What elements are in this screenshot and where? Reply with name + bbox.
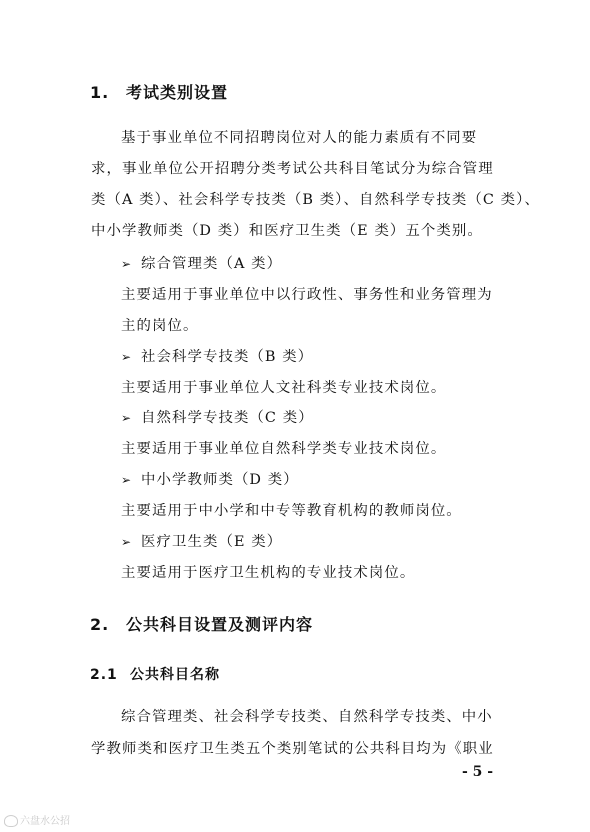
- weibo-logo-icon: [4, 815, 18, 827]
- watermark-text: 六盘水公招: [20, 816, 70, 827]
- category-item: [121, 530, 282, 551]
- page-number: - 5 -: [462, 764, 494, 780]
- paragraph-line: 学教师类和医疗卫生类五个类别笔试的公共科目均为《职业: [91, 741, 494, 757]
- subsection-title: 公共科目名称: [130, 667, 220, 683]
- category-name: 自然科学专技类（C 类）: [141, 410, 314, 426]
- category-name: 中小学教师类（D 类）: [141, 472, 299, 488]
- subsection-2-1-heading: [90, 664, 220, 684]
- section-2-heading: [90, 612, 313, 635]
- paragraph-line: 综合管理类、社会科学专技类、自然科学专技类、中小: [121, 709, 493, 725]
- paragraph-line: 类（A 类）、社会科学专技类（B 类）、自然科学专技类（C 类）、: [91, 192, 540, 208]
- category-description: 主要适用于事业单位人文社科类专业技术岗位。: [121, 380, 447, 396]
- section-1-heading: [90, 80, 228, 103]
- section-number: 2.: [90, 615, 110, 634]
- category-description: 主要适用于事业单位自然科学类专业技术岗位。: [121, 441, 447, 457]
- category-name: 综合管理类（A 类）: [141, 256, 283, 272]
- category-item: [121, 468, 299, 489]
- arrow-bullet-icon: ➢: [121, 411, 133, 425]
- category-name: 医疗卫生类（E 类）: [141, 534, 283, 550]
- category-description: 主的岗位。: [121, 318, 199, 334]
- paragraph-line: 基于事业单位不同招聘岗位对人的能力素质有不同要: [121, 130, 478, 146]
- paragraph-line: 求，事业单位公开招聘分类考试公共科目笔试分为综合管理: [91, 161, 494, 177]
- section-title: 考试类别设置: [126, 83, 229, 102]
- arrow-bullet-icon: ➢: [121, 350, 133, 364]
- category-description: 主要适用于中小学和中专等教育机构的教师岗位。: [121, 503, 462, 519]
- category-item: [121, 345, 313, 366]
- arrow-bullet-icon: ➢: [121, 257, 133, 271]
- category-item: [121, 252, 282, 273]
- category-description: 主要适用于医疗卫生机构的专业技术岗位。: [121, 565, 416, 581]
- arrow-bullet-icon: ➢: [121, 473, 133, 487]
- section-number: 1.: [90, 83, 110, 102]
- paragraph-line: 中小学教师类（D 类）和医疗卫生类（E 类）五个类别。: [91, 223, 483, 239]
- subsection-number: 2.1: [90, 667, 118, 683]
- section-title: 公共科目设置及测评内容: [126, 615, 314, 634]
- arrow-bullet-icon: ➢: [121, 535, 133, 549]
- category-name: 社会科学专技类（B 类）: [141, 349, 314, 365]
- category-item: [121, 406, 314, 427]
- watermark: [4, 812, 70, 827]
- category-description: 主要适用于事业单位中以行政性、事务性和业务管理为: [121, 287, 493, 303]
